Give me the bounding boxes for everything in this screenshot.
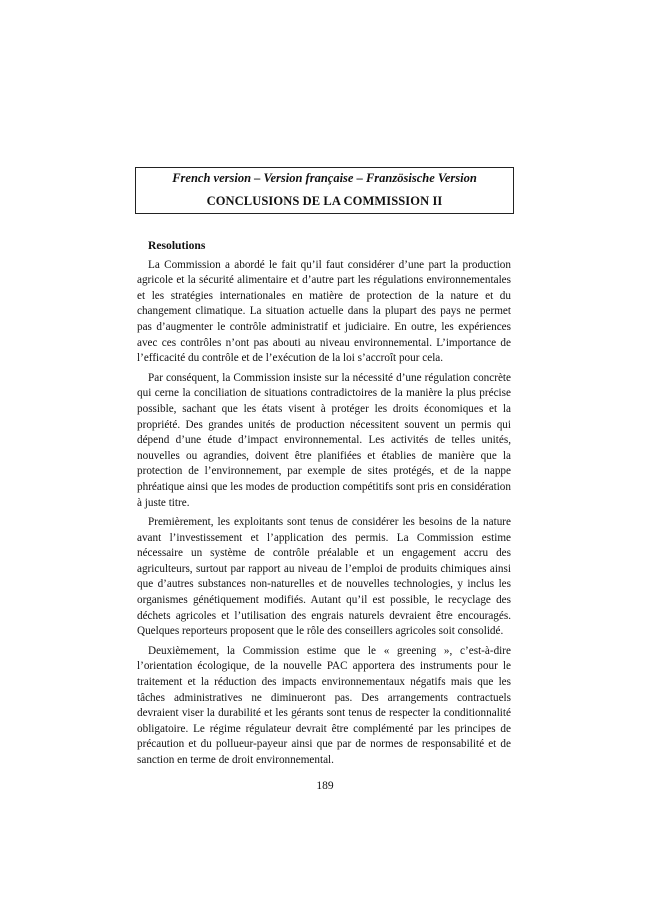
- paragraph-4: Deuxièmement, la Commission estime que le « greening », c’est-à-dire l’orientation écologique, de la nouvelle PAC apportera des instruments pour le traitement et la réduction des impacts environnementaux négatifs mais que les tâches administratives ne diminueront pas. Des arrangements contractuels devraient viser la durabilité et les gérants sont tenus de respecter la conditionnalité obligatoire. Le régime régulateur devrait être complémenté par les principes de précaution et du pollueur-payeur ainsi que par de normes de responsabilité et de sanction en terme de droit environnemental.: [137, 644, 511, 766]
- resolutions-heading: Resolutions: [148, 239, 206, 252]
- paragraph-1: La Commission a abordé le fait qu’il faut considérer d’une part la production agricole et la sécurité alimentaire et d’autre part les régulations environnementales et les stratégies internationales en matière de protection de la nature et du changement climatique. La situation actuelle dans la plupart des pays ne permet pas d’augmenter le contrôle administratif et judiciaire. En outre, les expériences avec ces contrôles n’ont pas abouti au niveau environnemental. L’importance de l’efficacité du contrôle et de l’exécution de la loi s’accroît pour cela.: [137, 258, 511, 365]
- paragraph-3: Premièrement, les exploitants sont tenus de considérer les besoins de la nature avant l’investissement et l’application des permis. La Commission estime nécessaire un système de contrôle préalable et un engagement accru des agriculteurs, surtout par rapport au niveau de l’emploi de produits chimiques ainsi que d’autres substances non-naturelles et de nouvelles technologies, y inclus les organismes génétiquement modifiés. Autant qu’il est possible, le recyclage des déchets agricoles et l’utilisation des engrais naturels devraient être encouragés. Quelques reporteurs proposent que le rôle des conseillers agricoles soit consolidé.: [137, 516, 511, 638]
- language-line: French version – Version française – Französische Version: [172, 171, 477, 185]
- paragraph-2: Par conséquent, la Commission insiste sur la nécessité d’une régulation concrète qui cerne la conciliation de situations contradictoires de la manière la plus précise possible, sachant que les états visent à protéger les droits économiques et la propriété. Des grandes unités de production nécessitent souvent un permis qui dépend d’une étude d’impact environnemental. Les activités de telles unités, nouvelles ou agrandies, doivent être planifiées et établies de manière que la protection de l’environnement, par exemple de sites protégés, et de la nappe phréatique ainsi que les modes de production compétitifs sont pris en considération à juste titre.: [137, 371, 511, 509]
- page-number: 189: [316, 780, 334, 792]
- section-title: CONCLUSIONS DE LA COMMISSION II: [206, 194, 443, 208]
- header-box: [135, 167, 514, 214]
- body-text: [137, 238, 511, 773]
